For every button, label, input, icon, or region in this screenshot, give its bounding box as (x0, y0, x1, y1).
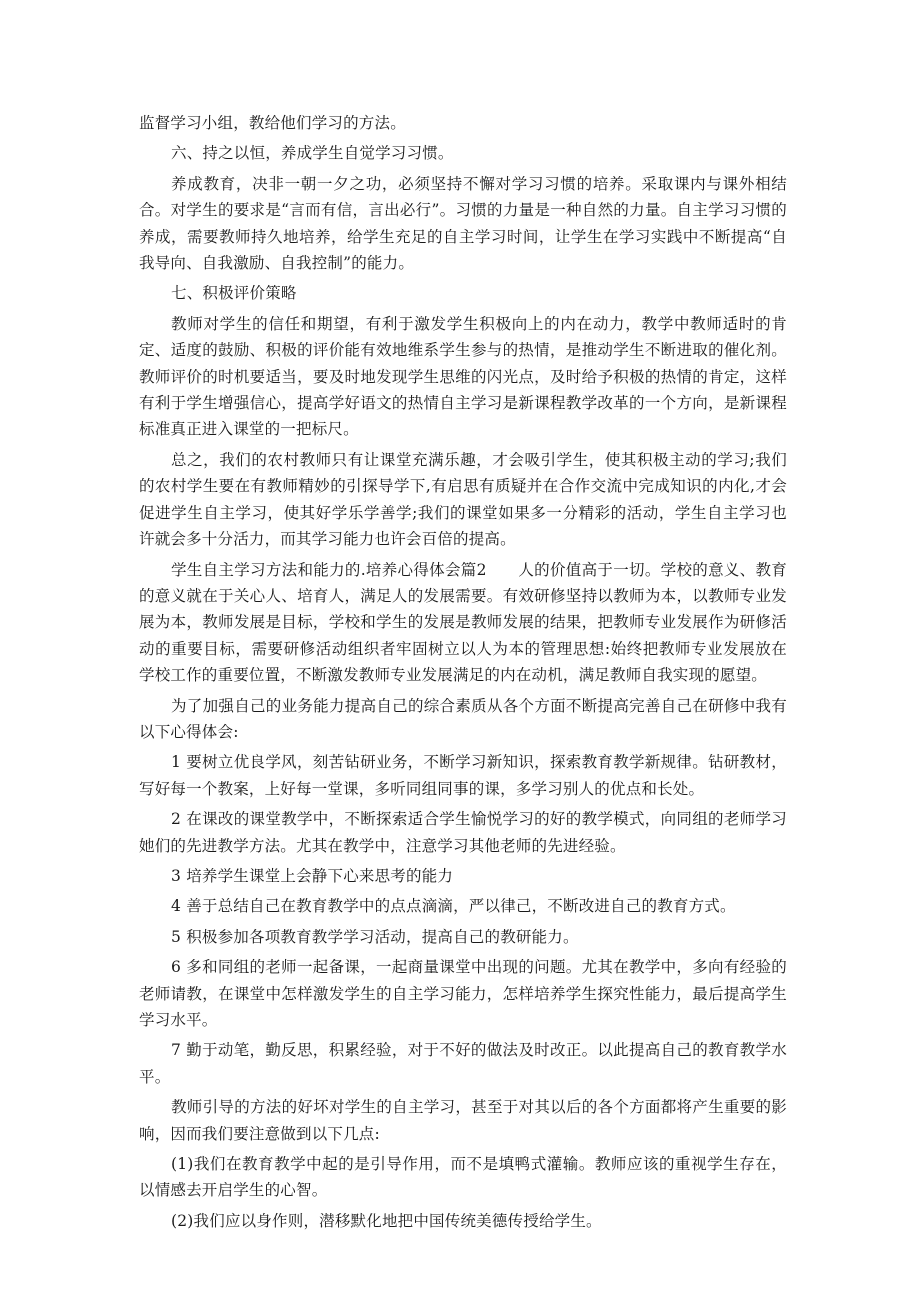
list-item-1: 1 要树立优良学风，刻苦钻研业务，不断学习新知识，探索教育教学新规律。钻研教材，写好每一个教案，上好每一堂课，多听同组同事的课，多学习别人的优点和长处。 (139, 753, 787, 798)
numbered-point-1: (1)我们在教育教学中起的是引导作用，而不是填鸭式灌输。教师应该的重视学生存在，以情感去开启学生的心智。 (139, 1155, 787, 1200)
list-item-5: 5 积极参加各项教育教学学习活动，提高自己的教研能力。 (171, 927, 579, 946)
list-item-2: 2 在课改的课堂教学中，不断探索适合学生愉悦学习的好的教学模式，向同组的老师学习她们的先进教学方法。尤其在教学中，注意学习其他老师的先进经验。 (139, 810, 787, 855)
paragraph-6: 总之，我们的农村教师只有让课堂充满乐趣，才会吸引学生，使其积极主动的学习;我们的农村学生要在有教师精妙的引探导学下,有启思有质疑并在合作交流中完成知识的内化,才会促进学生自主学习，使其好学乐学善学;我们的课堂如果多一分精彩的活动，学生自主学习也许就会多十分活力，而其学习能力也许会百倍的提高。 (139, 450, 787, 549)
numbered-point-2: (2)我们应以身作则，潜移默化地把中国传统美德传授给学生。 (171, 1211, 602, 1230)
list-item-6: 6 多和同组的老师一起备课，一起商量课堂中出现的问题。尤其在教学中，多向有经验的老师请教，在课堂中怎样激发学生的自主学习能力，怎样培养学生探究性能力，最后提高学生学习水平。 (139, 958, 787, 1029)
list-item-7: 7 勤于动笔，勤反思，积累经验，对于不好的做法及时改正。以此提高自己的教育教学水平。 (139, 1041, 787, 1086)
list-item-3: 3 培养学生课堂上会静下心来思考的能力 (171, 866, 454, 885)
paragraph-16: 教师引导的方法的好坏对学生的自主学习，甚至于对其以后的各个方面都将产生重要的影响，因而我们要注意做到以下几点: (139, 1098, 787, 1143)
section-heading-7: 七、积极评价策略 (171, 284, 297, 303)
paragraph-7: 学生自主学习方法和能力的.培养心得体会篇2 人的价值高于一切。学校的意义、教育的意义就在于关心人、培育人，满足人的发展需要。有效研修坚持以教师为本，以教师专业发展为本，教师发展是目标，学校和学生的发展是教师发展的结果，把教师专业发展作为研修活动的重要目标，需要研修活动组织者牢固树立以人为本的管理思想:始终把教师专业发展放在学校工作的重要位置，不断激发教师专业发展满足的内在动机，满足教师自我实现的愿望。 (139, 560, 787, 685)
document-page (139, 110, 787, 1238)
paragraph-3: 养成教育，决非一朝一夕之功，必须坚持不懈对学习习惯的培养。采取课内与课外相结合。对学生的要求是“言而有信，言出必行”。习惯的力量是一种自然的力量。自主学习习惯的养成，需要教师持久地培养，给学生充足的自主学习时间，让学生在学习实践中不断提高“自我导向、自我激励、自我控制”的能力。 (139, 174, 787, 273)
paragraph-8: 为了加强自己的业务能力提高自己的综合素质从各个方面不断提高完善自己在研修中我有以下心得体会: (139, 696, 787, 741)
paragraph-5: 教师对学生的信任和期望，有利于激发学生积极向上的内在动力，教学中教师适时的肯定、适度的鼓励、积极的评价能有效地维系学生参与的热情，是推动学生不断进取的催化剂。教师评价的时机要适当，要及时地发现学生思维的闪光点，及时给予积极的热情的肯定，这样有利于学生增强信心，提高学好语文的热情自主学习是新课程教学改革的一个方向，是新课程标准真正进入课堂的一把标尺。 (139, 314, 787, 439)
paragraph-1: 监督学习小组，教给他们学习的方法。 (139, 114, 406, 132)
list-item-4: 4 善于总结自己在教育教学中的点点滴滴，严以律己，不断改进自己的教育方式。 (171, 897, 736, 916)
section-heading-6: 六、持之以恒，养成学生自觉学习习惯。 (171, 144, 454, 163)
